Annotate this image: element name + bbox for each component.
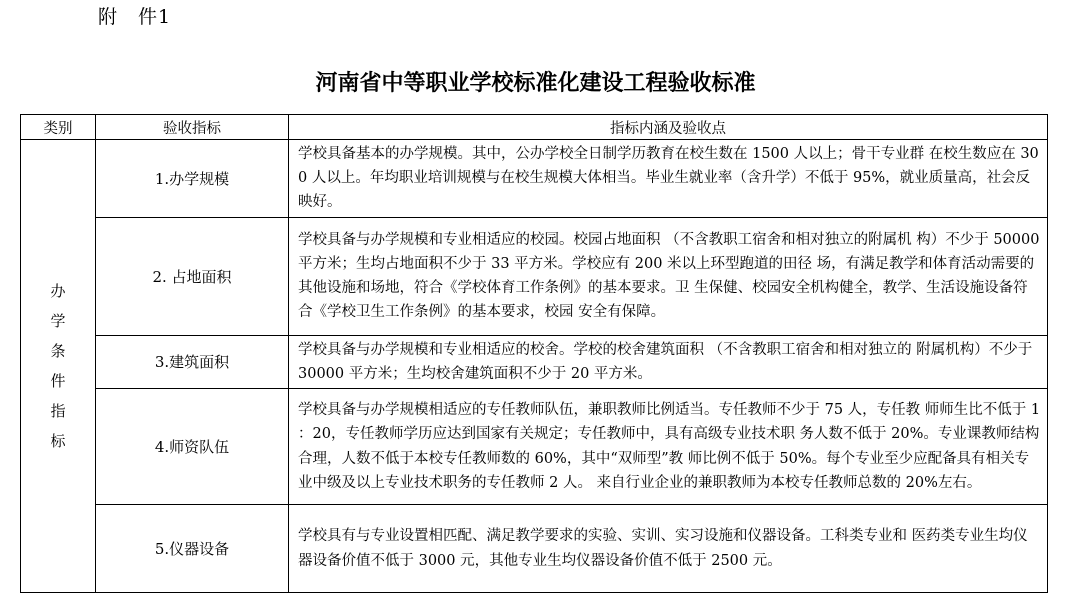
table-row [21, 335, 1048, 388]
description-cell: 学校具备与办学规模和专业相适应的校舍。学校的校舍建筑面积 （不含教职工宿舍和相对独立的 附属机构）不少于 30000 平方米；生均校舍建筑面积不少于 20 平方米。 [289, 335, 1048, 388]
table-row [21, 505, 1048, 593]
table-row [21, 217, 1048, 335]
description-cell: 学校具备与办学规模和专业相适应的校园。校园占地面积 （不含教职工宿舍和相对独立的附属机 构）不少于 50000 平方米；生均占地面积不少于 33 平方米。学校应有 200 米以上环型跑道的田径 场，有满足教学和体育活动需要的其他设施和场地，符合《学校体育工作条例》的基本要求。卫 生保健、校园安全机构健全，教学、生活设施设备符合《学校卫生工作条例》的基本要求，校园 安全有保障。 [289, 217, 1048, 335]
category-cell [21, 140, 96, 593]
header-description: 指标内涵及验收点 [289, 115, 1048, 140]
header-category: 类别 [21, 115, 96, 140]
table-header-row [21, 115, 1048, 140]
description-cell: 学校具备与办学规模相适应的专任教师队伍，兼职教师比例适当。专任教师不少于 75 人，专任教 师师生比不低于 1 ：20，专任教师学历应达到国家有关规定；专任教师中，具有高级专业技术职 务人数不低于 20%。专业课教师结构合理，人数不低于本校专任教师数的 60%，其中“双师型”教 师比例不低于 50%。每个专业至少应配备具有相关专业中级及以上专业技术职务的专任教师 2 人。 来自行业企业的兼职教师为本校专任教师总数的 20%左右。 [289, 389, 1048, 505]
indicator-cell: 2. 占地面积 [96, 217, 289, 335]
standards-table [20, 114, 1048, 593]
header-indicator: 验收指标 [96, 115, 289, 140]
attachment-label: 附 件1 [98, 6, 172, 28]
table-row [21, 389, 1048, 505]
category-label: 办学条件指标 [50, 282, 66, 450]
indicator-cell: 5.仪器设备 [96, 505, 289, 593]
table-row [21, 140, 1048, 218]
document-title: 河南省中等职业学校标准化建设工程验收标准 [315, 71, 756, 96]
indicator-cell: 4.师资队伍 [96, 389, 289, 505]
indicator-cell: 3.建筑面积 [96, 335, 289, 388]
description-cell: 学校具有与专业设置相匹配、满足教学要求的实验、实训、实习设施和仪器设备。工科类专业和 医药类专业生均仪器设备价值不低于 3000 元，其他专业生均仪器设备价值不低于 2500 元。 [289, 505, 1048, 593]
indicator-cell: 1.办学规模 [96, 140, 289, 218]
description-cell: 学校具备基本的办学规模。其中，公办学校全日制学历教育在校生数在 1500 人以上；骨干专业群 在校生数应在 300 人以上。年均职业培训规模与在校生规模大体相当。毕业生就业率（含升学）不低于 95%，就业质量高，社会反映好。 [289, 140, 1048, 218]
